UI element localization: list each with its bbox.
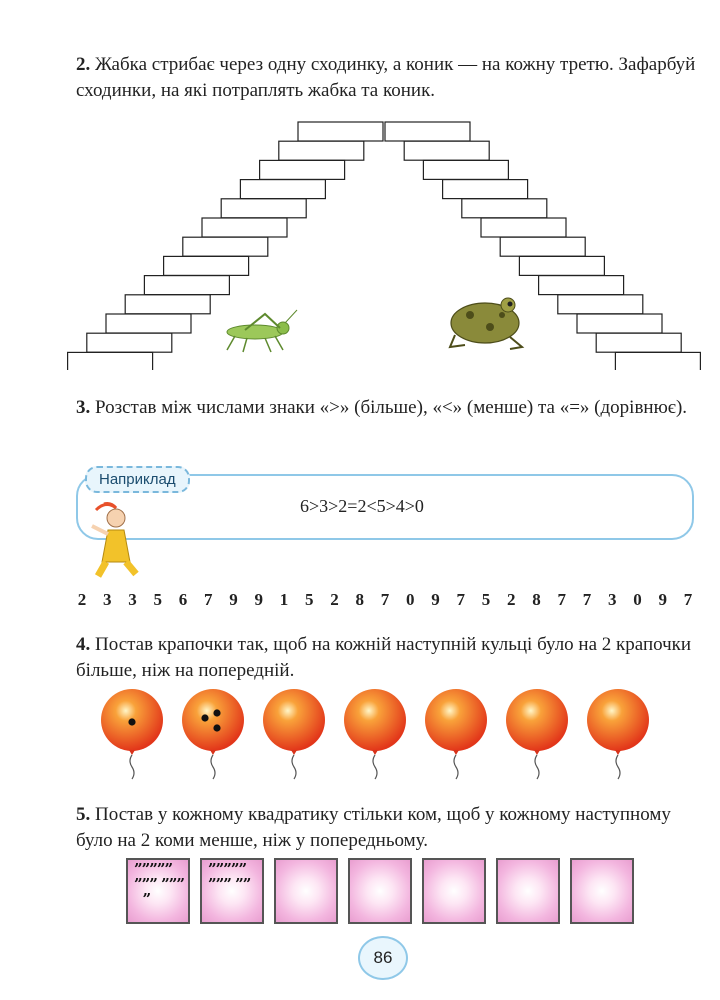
digit: 6: [178, 590, 188, 609]
comma-square[interactable]: [348, 858, 412, 924]
stair-left[interactable]: [106, 314, 191, 333]
stair-right[interactable]: [558, 295, 643, 314]
digit: 5: [305, 590, 314, 609]
task-5-text: [76, 802, 696, 854]
digit: 2: [507, 590, 516, 609]
digit: 9: [431, 590, 440, 609]
stair-right[interactable]: [462, 199, 547, 218]
task-2-instruction: Жабка стрибає через одну сходинку, а коник — на кожну третю. Зафарбуй сходинки, на які потраплять жабка та коник.: [76, 54, 696, 101]
digit: 0: [633, 590, 642, 609]
digit: 7: [204, 590, 213, 609]
task-5-instruction: Постав у кожному квадратику стільки ком, щоб у кожному наступному було на 2 коми менше, ніж у попередньому.: [76, 804, 671, 851]
balloon-dot: [128, 718, 135, 725]
stair-left[interactable]: [202, 218, 287, 237]
task-5-number: 5.: [76, 804, 91, 825]
stair-right[interactable]: [443, 180, 528, 199]
task-2-number: 2.: [76, 54, 91, 75]
digit: 9: [658, 590, 667, 609]
digit: 7: [683, 590, 693, 609]
digit: 2: [330, 590, 339, 609]
digit: 5: [153, 590, 162, 609]
task-3-instruction: Розстав між числами знаки «>» (більше), «<» (менше) та «=» (дорівнює).: [95, 397, 688, 418]
stair-right[interactable]: [615, 352, 700, 370]
balloon-dot: [213, 724, 220, 731]
comma-square[interactable]: [422, 858, 486, 924]
stair-left[interactable]: [221, 199, 306, 218]
comma-square[interactable]: [126, 858, 190, 924]
comma-square[interactable]: [570, 858, 634, 924]
stair-left[interactable]: [144, 276, 229, 295]
digit: 8: [532, 590, 541, 609]
stair-right[interactable]: [596, 333, 681, 352]
stair-left[interactable]: [240, 180, 325, 199]
stair-left[interactable]: [68, 352, 153, 370]
task-3-text: [76, 395, 696, 421]
stair-right[interactable]: [481, 218, 566, 237]
comma-square[interactable]: [200, 858, 264, 924]
stair-right[interactable]: [404, 141, 489, 160]
stair-right[interactable]: [385, 122, 470, 141]
stair-left[interactable]: [298, 122, 383, 141]
balloon[interactable]: [424, 688, 488, 783]
stair-left[interactable]: [164, 256, 249, 275]
digit: 9: [229, 590, 238, 609]
grasshopper-icon: [227, 310, 297, 352]
stair-right[interactable]: [423, 160, 508, 179]
frog-icon: [450, 298, 522, 349]
balloon[interactable]: [586, 688, 650, 783]
stair-left[interactable]: [183, 237, 268, 256]
balloon[interactable]: [100, 688, 164, 783]
task-4-text: [76, 632, 696, 684]
digit: 0: [406, 590, 415, 609]
digit: 5: [481, 590, 491, 609]
digit-row: [72, 590, 698, 610]
stair-left[interactable]: [125, 295, 210, 314]
digit: 8: [355, 590, 364, 609]
task-2-text: [76, 52, 696, 104]
task-4-number: 4.: [76, 634, 91, 655]
digit: 7: [557, 590, 566, 609]
digit: 3: [103, 590, 112, 609]
digit: 3: [608, 590, 617, 609]
digit: 7: [380, 590, 390, 609]
page-number: 86: [358, 936, 408, 980]
balloon[interactable]: [181, 688, 245, 783]
balloon[interactable]: [343, 688, 407, 783]
digit: 3: [128, 590, 137, 609]
stair-right[interactable]: [500, 237, 585, 256]
stair-left[interactable]: [279, 141, 364, 160]
digit: 7: [456, 590, 465, 609]
balloon[interactable]: [505, 688, 569, 783]
digit: 2: [77, 590, 87, 609]
example-expression: 6>3>2=2<5>4>0: [300, 496, 424, 516]
task-4-instruction: Постав крапочки так, щоб на кожній наступній кульці було на 2 крапочки більше, ніж на попередній.: [76, 634, 692, 681]
balloon-dot: [213, 709, 220, 716]
balloon[interactable]: [262, 688, 326, 783]
digit: 1: [279, 590, 289, 609]
staircase: [0, 110, 720, 370]
stair-left[interactable]: [260, 160, 345, 179]
commas-text: ””””” ””” ””: [208, 860, 251, 893]
balloon-row: [100, 688, 670, 783]
comma-square[interactable]: [496, 858, 560, 924]
stair-right[interactable]: [539, 276, 624, 295]
example-label: Наприклад: [85, 466, 190, 493]
stair-right[interactable]: [519, 256, 604, 275]
square-row: [126, 858, 646, 924]
digit: 7: [582, 590, 592, 609]
digit: 9: [254, 590, 263, 609]
balloon-dot: [201, 714, 208, 721]
girl-illustration-icon: [86, 500, 146, 580]
stair-left[interactable]: [87, 333, 172, 352]
stair-right[interactable]: [577, 314, 662, 333]
comma-square[interactable]: [274, 858, 338, 924]
commas-text: ””””” ””” ””” ”: [134, 860, 184, 908]
task-3-number: 3.: [76, 397, 91, 418]
